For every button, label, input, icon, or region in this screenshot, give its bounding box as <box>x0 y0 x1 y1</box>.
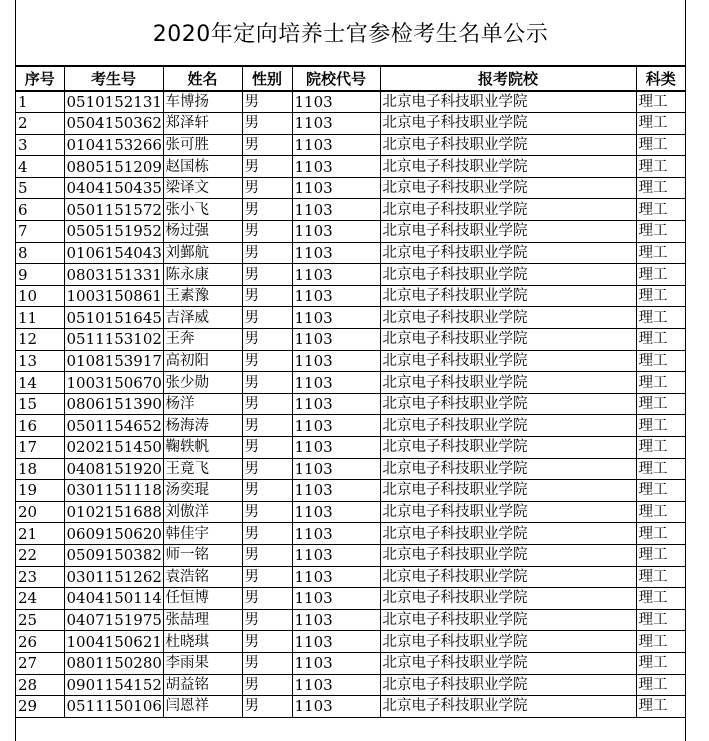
table-row <box>16 674 685 696</box>
cell-school-code: 1103 <box>292 264 380 286</box>
cell-school-code: 1103 <box>292 458 380 480</box>
cell-name: 刘傲洋 <box>163 501 242 523</box>
cell-index: 14 <box>16 372 64 394</box>
cell-exam-id: 0501154652 <box>64 415 163 437</box>
cell-school: 北京电子科技职业学院 <box>380 113 636 135</box>
cell-school: 北京电子科技职业学院 <box>380 221 636 243</box>
cell-index: 1 <box>16 91 64 113</box>
cell-school: 北京电子科技职业学院 <box>380 588 636 610</box>
cell-school: 北京电子科技职业学院 <box>380 264 636 286</box>
cell-name: 高初阳 <box>163 350 242 372</box>
cell-index: 28 <box>16 674 64 696</box>
cell-exam-id: 0511153102 <box>64 329 163 351</box>
cell-school: 北京电子科技职业学院 <box>380 458 636 480</box>
cell-name: 任恒博 <box>163 588 242 610</box>
cell-gender: 男 <box>242 156 292 178</box>
cell-gender: 男 <box>242 199 292 221</box>
table-row <box>16 372 685 394</box>
cell-exam-id: 1003150861 <box>64 285 163 307</box>
cell-school-code: 1103 <box>292 674 380 696</box>
cell-index: 5 <box>16 177 64 199</box>
cell-school-code: 1103 <box>292 329 380 351</box>
table-row <box>16 285 685 307</box>
cell-name: 张可胜 <box>163 134 242 156</box>
cell-school-code: 1103 <box>292 113 380 135</box>
cell-name: 王奔 <box>163 329 242 351</box>
cell-school: 北京电子科技职业学院 <box>380 652 636 674</box>
cell-gender: 男 <box>242 372 292 394</box>
cell-category: 理工 <box>636 415 685 437</box>
cell-index: 20 <box>16 501 64 523</box>
cell-gender: 男 <box>242 480 292 502</box>
table-row <box>16 134 685 156</box>
table-row <box>16 566 685 588</box>
cell-index: 12 <box>16 329 64 351</box>
cell-school: 北京电子科技职业学院 <box>380 544 636 566</box>
cell-category: 理工 <box>636 652 685 674</box>
cell-school-code: 1103 <box>292 696 380 718</box>
cell-school: 北京电子科技职业学院 <box>380 566 636 588</box>
cell-gender: 男 <box>242 393 292 415</box>
cell-gender: 男 <box>242 221 292 243</box>
cell-school: 北京电子科技职业学院 <box>380 674 636 696</box>
cell-category: 理工 <box>636 264 685 286</box>
cell-index: 23 <box>16 566 64 588</box>
cell-school: 北京电子科技职业学院 <box>380 134 636 156</box>
cell-gender: 男 <box>242 134 292 156</box>
cell-index: 10 <box>16 285 64 307</box>
cell-school: 北京电子科技职业学院 <box>380 91 636 113</box>
cell-school: 北京电子科技职业学院 <box>380 329 636 351</box>
cell-name: 韩佳宇 <box>163 523 242 545</box>
cell-school-code: 1103 <box>292 588 380 610</box>
cell-category: 理工 <box>636 372 685 394</box>
cell-exam-id: 0407151975 <box>64 609 163 631</box>
cell-exam-id: 1003150670 <box>64 372 163 394</box>
cell-school-code: 1103 <box>292 544 380 566</box>
cell-name: 杜晓琪 <box>163 631 242 653</box>
cell-name: 闫恩祥 <box>163 696 242 718</box>
cell-school: 北京电子科技职业学院 <box>380 437 636 459</box>
cell-name: 车博扬 <box>163 91 242 113</box>
cell-index: 4 <box>16 156 64 178</box>
cell-gender: 男 <box>242 696 292 718</box>
table-row <box>16 523 685 545</box>
cell-name: 郑泽轩 <box>163 113 242 135</box>
table-row <box>16 609 685 631</box>
cell-name: 张少勋 <box>163 372 242 394</box>
cell-school: 北京电子科技职业学院 <box>380 609 636 631</box>
cell-school-code: 1103 <box>292 415 380 437</box>
cell-index: 9 <box>16 264 64 286</box>
cell-school-code: 1103 <box>292 501 380 523</box>
cell-index: 11 <box>16 307 64 329</box>
table-row <box>16 393 685 415</box>
cell-school-code: 1103 <box>292 437 380 459</box>
cell-school-code: 1103 <box>292 631 380 653</box>
cell-school-code: 1103 <box>292 480 380 502</box>
cell-exam-id: 0301151262 <box>64 566 163 588</box>
cell-school: 北京电子科技职业学院 <box>380 372 636 394</box>
cell-category: 理工 <box>636 609 685 631</box>
cell-school: 北京电子科技职业学院 <box>380 177 636 199</box>
cell-gender: 男 <box>242 609 292 631</box>
cell-school: 北京电子科技职业学院 <box>380 480 636 502</box>
spreadsheet-sheet <box>15 0 686 741</box>
cell-index: 26 <box>16 631 64 653</box>
cell-school: 北京电子科技职业学院 <box>380 350 636 372</box>
cell-index: 27 <box>16 652 64 674</box>
cell-index: 24 <box>16 588 64 610</box>
cell-exam-id: 0509150382 <box>64 544 163 566</box>
cell-school-code: 1103 <box>292 307 380 329</box>
cell-gender: 男 <box>242 264 292 286</box>
cell-exam-id: 0104153266 <box>64 134 163 156</box>
cell-gender: 男 <box>242 566 292 588</box>
cell-name: 王竟飞 <box>163 458 242 480</box>
table-row <box>16 544 685 566</box>
cell-category: 理工 <box>636 437 685 459</box>
table-row <box>16 458 685 480</box>
cell-category: 理工 <box>636 350 685 372</box>
cell-gender: 男 <box>242 350 292 372</box>
table-row <box>16 437 685 459</box>
cell-school: 北京电子科技职业学院 <box>380 242 636 264</box>
cell-category: 理工 <box>636 674 685 696</box>
cell-school-code: 1103 <box>292 566 380 588</box>
header-cell-name: 姓名 <box>163 67 242 91</box>
cell-gender: 男 <box>242 285 292 307</box>
cell-exam-id: 0504150362 <box>64 113 163 135</box>
cell-school-code: 1103 <box>292 285 380 307</box>
cell-gender: 男 <box>242 242 292 264</box>
cell-category: 理工 <box>636 566 685 588</box>
cell-exam-id: 0806151390 <box>64 393 163 415</box>
table-row <box>16 242 685 264</box>
header-cell-index: 序号 <box>16 67 64 91</box>
cell-exam-id: 0108153917 <box>64 350 163 372</box>
cell-school-code: 1103 <box>292 652 380 674</box>
cell-school-code: 1103 <box>292 350 380 372</box>
cell-exam-id: 0510152131 <box>64 91 163 113</box>
cell-category: 理工 <box>636 91 685 113</box>
cell-school-code: 1103 <box>292 523 380 545</box>
table-row <box>16 307 685 329</box>
cell-name: 汤奕琨 <box>163 480 242 502</box>
cell-school: 北京电子科技职业学院 <box>380 415 636 437</box>
cell-school: 北京电子科技职业学院 <box>380 307 636 329</box>
cell-name: 李雨果 <box>163 652 242 674</box>
cell-category: 理工 <box>636 221 685 243</box>
table-row <box>16 588 685 610</box>
cell-exam-id: 0801150280 <box>64 652 163 674</box>
cell-category: 理工 <box>636 156 685 178</box>
cell-school-code: 1103 <box>292 91 380 113</box>
cell-exam-id: 0609150620 <box>64 523 163 545</box>
cell-index: 18 <box>16 458 64 480</box>
cell-exam-id: 0510151645 <box>64 307 163 329</box>
cell-school: 北京电子科技职业学院 <box>380 696 636 718</box>
table-row <box>16 631 685 653</box>
cell-gender: 男 <box>242 437 292 459</box>
cell-category: 理工 <box>636 113 685 135</box>
cell-name: 王素豫 <box>163 285 242 307</box>
cell-index: 15 <box>16 393 64 415</box>
cell-gender: 男 <box>242 544 292 566</box>
cell-index: 17 <box>16 437 64 459</box>
cell-exam-id: 0404150114 <box>64 588 163 610</box>
cell-name: 梁译文 <box>163 177 242 199</box>
table-row <box>16 696 685 718</box>
table-row <box>16 199 685 221</box>
cell-name: 杨过强 <box>163 221 242 243</box>
cell-exam-id: 0202151450 <box>64 437 163 459</box>
cell-gender: 男 <box>242 652 292 674</box>
cell-index: 29 <box>16 696 64 718</box>
cell-exam-id: 0501151572 <box>64 199 163 221</box>
table-row <box>16 156 685 178</box>
cell-index: 22 <box>16 544 64 566</box>
cell-gender: 男 <box>242 113 292 135</box>
cell-name: 胡益铭 <box>163 674 242 696</box>
cell-school: 北京电子科技职业学院 <box>380 285 636 307</box>
cell-index: 6 <box>16 199 64 221</box>
cell-gender: 男 <box>242 674 292 696</box>
cell-gender: 男 <box>242 91 292 113</box>
cell-index: 3 <box>16 134 64 156</box>
cell-category: 理工 <box>636 523 685 545</box>
cell-name: 吉泽威 <box>163 307 242 329</box>
cell-exam-id: 0301151118 <box>64 480 163 502</box>
header-cell-school-code: 院校代号 <box>292 67 380 91</box>
cell-school: 北京电子科技职业学院 <box>380 393 636 415</box>
cell-category: 理工 <box>636 501 685 523</box>
cell-gender: 男 <box>242 631 292 653</box>
table-row <box>16 501 685 523</box>
cell-exam-id: 0102151688 <box>64 501 163 523</box>
cell-name: 鞠轶帆 <box>163 437 242 459</box>
cell-school-code: 1103 <box>292 221 380 243</box>
cell-name: 杨海涛 <box>163 415 242 437</box>
table-row <box>16 221 685 243</box>
cell-school: 北京电子科技职业学院 <box>380 501 636 523</box>
cell-exam-id: 0106154043 <box>64 242 163 264</box>
cell-gender: 男 <box>242 458 292 480</box>
cell-gender: 男 <box>242 588 292 610</box>
table-body <box>16 91 685 717</box>
cell-category: 理工 <box>636 329 685 351</box>
cell-category: 理工 <box>636 696 685 718</box>
cell-category: 理工 <box>636 307 685 329</box>
cell-name: 袁浩铭 <box>163 566 242 588</box>
table-row <box>16 113 685 135</box>
cell-index: 21 <box>16 523 64 545</box>
cell-exam-id: 0803151331 <box>64 264 163 286</box>
cell-index: 7 <box>16 221 64 243</box>
cell-gender: 男 <box>242 523 292 545</box>
cell-name: 张小飞 <box>163 199 242 221</box>
cell-name: 师一铭 <box>163 544 242 566</box>
cell-school-code: 1103 <box>292 372 380 394</box>
cell-school-code: 1103 <box>292 134 380 156</box>
cell-gender: 男 <box>242 501 292 523</box>
cell-school-code: 1103 <box>292 177 380 199</box>
cell-category: 理工 <box>636 134 685 156</box>
cell-index: 13 <box>16 350 64 372</box>
cell-gender: 男 <box>242 329 292 351</box>
cell-category: 理工 <box>636 242 685 264</box>
cell-category: 理工 <box>636 588 685 610</box>
cell-category: 理工 <box>636 177 685 199</box>
table-row <box>16 177 685 199</box>
cell-school-code: 1103 <box>292 199 380 221</box>
cell-exam-id: 0805151209 <box>64 156 163 178</box>
cell-exam-id: 0505151952 <box>64 221 163 243</box>
table-row <box>16 329 685 351</box>
table-row <box>16 350 685 372</box>
cell-name: 杨洋 <box>163 393 242 415</box>
cell-category: 理工 <box>636 631 685 653</box>
cell-exam-id: 0408151920 <box>64 458 163 480</box>
cell-name: 张喆理 <box>163 609 242 631</box>
header-cell-category: 科类 <box>636 67 685 91</box>
cell-gender: 男 <box>242 307 292 329</box>
cell-index: 2 <box>16 113 64 135</box>
cell-category: 理工 <box>636 458 685 480</box>
cell-index: 16 <box>16 415 64 437</box>
cell-name: 陈永康 <box>163 264 242 286</box>
candidate-table <box>16 67 685 718</box>
page-title: 2020年定向培养士官参检考生名单公示 <box>16 0 685 67</box>
table-row <box>16 91 685 113</box>
header-cell-school: 报考院校 <box>380 67 636 91</box>
cell-gender: 男 <box>242 415 292 437</box>
cell-exam-id: 0404150435 <box>64 177 163 199</box>
cell-school-code: 1103 <box>292 393 380 415</box>
cell-school: 北京电子科技职业学院 <box>380 199 636 221</box>
cell-name: 刘鄞航 <box>163 242 242 264</box>
table-row <box>16 652 685 674</box>
cell-name: 赵国栋 <box>163 156 242 178</box>
cell-school-code: 1103 <box>292 242 380 264</box>
cell-exam-id: 0511150106 <box>64 696 163 718</box>
cell-school-code: 1103 <box>292 156 380 178</box>
cell-index: 19 <box>16 480 64 502</box>
header-cell-gender: 性别 <box>242 67 292 91</box>
header-row <box>16 67 685 91</box>
cell-index: 8 <box>16 242 64 264</box>
cell-gender: 男 <box>242 177 292 199</box>
cell-index: 25 <box>16 609 64 631</box>
header-cell-exam-id: 考生号 <box>64 67 163 91</box>
table-row <box>16 415 685 437</box>
table-row <box>16 480 685 502</box>
cell-school: 北京电子科技职业学院 <box>380 523 636 545</box>
cell-category: 理工 <box>636 199 685 221</box>
cell-category: 理工 <box>636 393 685 415</box>
cell-exam-id: 1004150621 <box>64 631 163 653</box>
cell-school: 北京电子科技职业学院 <box>380 156 636 178</box>
cell-school: 北京电子科技职业学院 <box>380 631 636 653</box>
table-row <box>16 264 685 286</box>
cell-category: 理工 <box>636 544 685 566</box>
cell-category: 理工 <box>636 285 685 307</box>
cell-exam-id: 0901154152 <box>64 674 163 696</box>
cell-school-code: 1103 <box>292 609 380 631</box>
cell-category: 理工 <box>636 480 685 502</box>
